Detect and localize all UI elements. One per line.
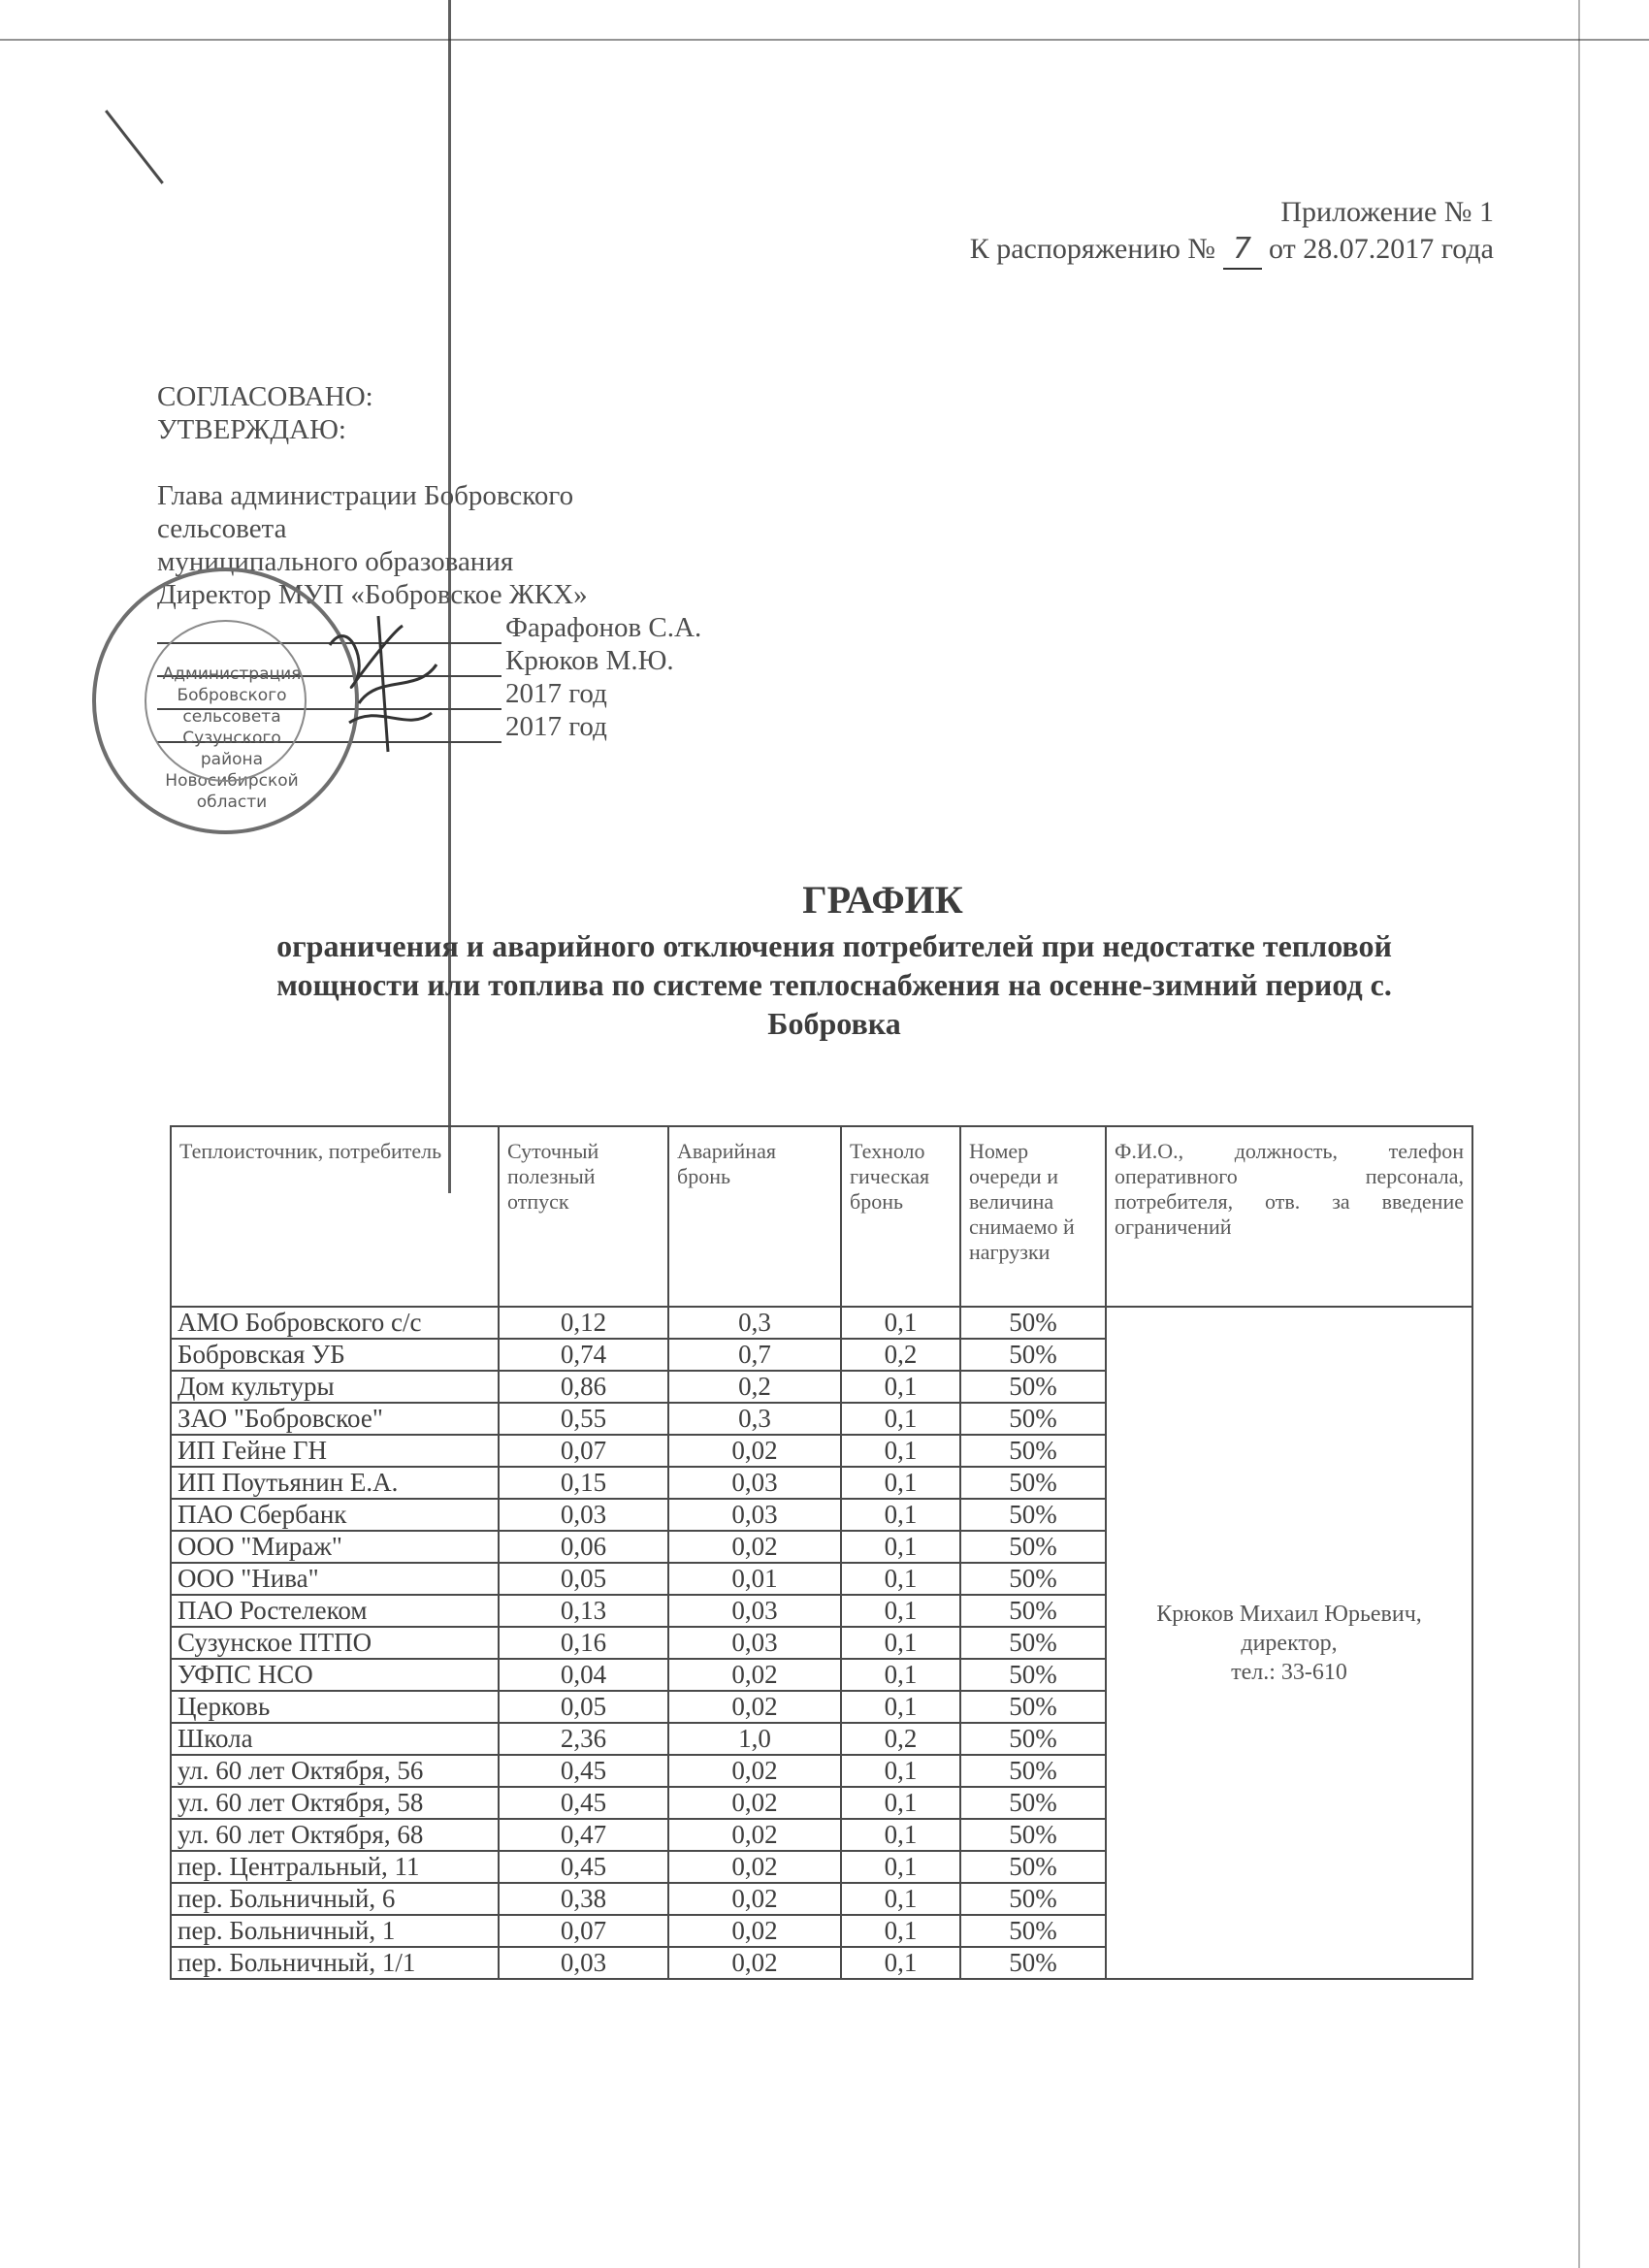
cell-queue: 50% <box>960 1339 1106 1371</box>
cell-daily: 0,07 <box>499 1435 668 1467</box>
cell-emergency: 0,2 <box>668 1371 841 1403</box>
schedule-table <box>170 1125 1473 1980</box>
cell-queue: 50% <box>960 1883 1106 1915</box>
col-header-source: Теплоисточник, потребитель <box>171 1126 499 1307</box>
table-row <box>171 1307 1472 1339</box>
cell-queue: 50% <box>960 1659 1106 1691</box>
cell-tech: 0,2 <box>841 1339 960 1371</box>
signer-name-1: Фарафонов С.А. <box>505 612 702 643</box>
cell-tech: 0,2 <box>841 1723 960 1755</box>
appendix-reference <box>970 194 1494 270</box>
cell-consumer: ПАО Ростелеком <box>171 1595 499 1627</box>
cell-consumer: ЗАО "Бобровское" <box>171 1403 499 1435</box>
cell-consumer: Дом культуры <box>171 1371 499 1403</box>
cell-tech: 0,1 <box>841 1563 960 1595</box>
cell-emergency: 0,03 <box>668 1467 841 1499</box>
cell-contact <box>1106 1307 1472 1979</box>
official-title-1: Глава администрации Бобровского <box>157 480 574 511</box>
cell-emergency: 0,01 <box>668 1563 841 1595</box>
official-title-4: Директор МУП «Бобровское ЖКХ» <box>157 579 588 610</box>
cell-queue: 50% <box>960 1467 1106 1499</box>
cell-queue: 50% <box>960 1819 1106 1851</box>
cell-daily: 0,86 <box>499 1371 668 1403</box>
cell-tech: 0,1 <box>841 1787 960 1819</box>
cell-consumer: Церковь <box>171 1691 499 1723</box>
stamp-line: Бобровского <box>177 686 287 705</box>
title-main: ГРАФИК <box>802 878 963 922</box>
cell-queue: 50% <box>960 1403 1106 1435</box>
cell-emergency: 1,0 <box>668 1723 841 1755</box>
cell-queue: 50% <box>960 1755 1106 1787</box>
cell-daily: 0,16 <box>499 1627 668 1659</box>
stamp-line: Администрация <box>162 664 302 684</box>
cell-daily: 0,03 <box>499 1947 668 1979</box>
cell-emergency: 0,03 <box>668 1595 841 1627</box>
appendix-number: Приложение № 1 <box>1280 196 1494 228</box>
cell-consumer: пер. Больничный, 1 <box>171 1915 499 1947</box>
signer-name-2: Крюков М.Ю. <box>505 645 674 676</box>
cell-emergency: 0,02 <box>668 1851 841 1883</box>
cell-emergency: 0,03 <box>668 1627 841 1659</box>
year-2: 2017 год <box>505 711 607 742</box>
cell-tech: 0,1 <box>841 1691 960 1723</box>
table-body <box>171 1307 1472 1979</box>
cell-emergency: 0,3 <box>668 1307 841 1339</box>
cell-tech: 0,1 <box>841 1371 960 1403</box>
cell-emergency: 0,02 <box>668 1947 841 1979</box>
agreed-label: СОГЛАСОВАНО: <box>157 381 373 412</box>
cell-queue: 50% <box>960 1563 1106 1595</box>
cell-emergency: 0,02 <box>668 1659 841 1691</box>
cell-queue: 50% <box>960 1723 1106 1755</box>
official-title-3: муниципального образования <box>157 546 514 577</box>
cell-daily: 0,15 <box>499 1467 668 1499</box>
cell-consumer: пер. Больничный, 6 <box>171 1883 499 1915</box>
cell-consumer: ул. 60 лет Октября, 68 <box>171 1819 499 1851</box>
contact-name: Крюков Михаил Юрьевич, директор, <box>1156 1601 1422 1656</box>
title-subtitle: ограничения и аварийного отключения потребителей при недостатке тепловой мощности или топлива по системе теплоснабжения на осенне-зимний период с. Бобровка <box>276 928 1392 1041</box>
cell-consumer: Школа <box>171 1723 499 1755</box>
cell-daily: 0,45 <box>499 1755 668 1787</box>
cell-daily: 0,05 <box>499 1563 668 1595</box>
cell-emergency: 0,02 <box>668 1915 841 1947</box>
cell-daily: 0,07 <box>499 1915 668 1947</box>
cell-emergency: 0,02 <box>668 1531 841 1563</box>
cell-queue: 50% <box>960 1595 1106 1627</box>
cell-daily: 0,05 <box>499 1691 668 1723</box>
approve-label: УТВЕРЖДАЮ: <box>157 414 346 445</box>
cell-tech: 0,1 <box>841 1595 960 1627</box>
cell-daily: 0,03 <box>499 1499 668 1531</box>
order-number: 7 <box>1223 231 1262 270</box>
cell-consumer: ИП Гейне ГН <box>171 1435 499 1467</box>
table-header-row <box>171 1126 1472 1307</box>
cell-daily: 0,45 <box>499 1851 668 1883</box>
cell-queue: 50% <box>960 1499 1106 1531</box>
cell-consumer: пер. Центральный, 11 <box>171 1851 499 1883</box>
cell-daily: 0,55 <box>499 1403 668 1435</box>
cell-daily: 0,12 <box>499 1307 668 1339</box>
cell-consumer: ИП Поутьянин Е.А. <box>171 1467 499 1499</box>
cell-tech: 0,1 <box>841 1659 960 1691</box>
order-reference <box>970 231 1494 270</box>
cell-queue: 50% <box>960 1531 1106 1563</box>
cell-tech: 0,1 <box>841 1403 960 1435</box>
cell-tech: 0,1 <box>841 1851 960 1883</box>
cell-tech: 0,1 <box>841 1531 960 1563</box>
cell-consumer: АМО Бобровского с/с <box>171 1307 499 1339</box>
cell-emergency: 0,02 <box>668 1819 841 1851</box>
cell-consumer: ООО "Нива" <box>171 1563 499 1595</box>
cell-queue: 50% <box>960 1851 1106 1883</box>
official-title-2: сельсовета <box>157 513 287 544</box>
cell-daily: 0,13 <box>499 1595 668 1627</box>
cell-queue: 50% <box>960 1371 1106 1403</box>
cell-daily: 0,74 <box>499 1339 668 1371</box>
cell-queue: 50% <box>960 1307 1106 1339</box>
cell-tech: 0,1 <box>841 1435 960 1467</box>
cell-tech: 0,1 <box>841 1915 960 1947</box>
cell-emergency: 0,02 <box>668 1435 841 1467</box>
order-date: от 28.07.2017 года <box>1269 233 1494 265</box>
cell-queue: 50% <box>960 1691 1106 1723</box>
document-title <box>0 878 1649 1043</box>
cell-tech: 0,1 <box>841 1755 960 1787</box>
cell-emergency: 0,3 <box>668 1403 841 1435</box>
cell-tech: 0,1 <box>841 1307 960 1339</box>
cell-consumer: УФПС НСО <box>171 1659 499 1691</box>
cell-emergency: 0,02 <box>668 1691 841 1723</box>
cell-queue: 50% <box>960 1435 1106 1467</box>
cell-queue: 50% <box>960 1787 1106 1819</box>
official-stamp <box>92 567 359 834</box>
cell-queue: 50% <box>960 1947 1106 1979</box>
cell-emergency: 0,7 <box>668 1339 841 1371</box>
cell-daily: 2,36 <box>499 1723 668 1755</box>
stamp-line: Новосибирской <box>165 771 299 791</box>
cell-consumer: пер. Больничный, 1/1 <box>171 1947 499 1979</box>
fold-line-horizontal <box>0 39 1649 41</box>
year-1: 2017 год <box>505 678 607 709</box>
cell-tech: 0,1 <box>841 1819 960 1851</box>
scan-mark <box>105 110 164 184</box>
col-header-contact: Ф.И.О., должность, телефон оперативного персонала, потребителя, отв. за введение ограничений <box>1106 1126 1472 1307</box>
col-header-queue: Номер очереди и величина снимаемо й нагрузки <box>960 1126 1106 1307</box>
cell-daily: 0,47 <box>499 1819 668 1851</box>
cell-tech: 0,1 <box>841 1467 960 1499</box>
cell-consumer: Бобровская УБ <box>171 1339 499 1371</box>
cell-emergency: 0,02 <box>668 1883 841 1915</box>
cell-daily: 0,38 <box>499 1883 668 1915</box>
cell-emergency: 0,03 <box>668 1499 841 1531</box>
cell-daily: 0,06 <box>499 1531 668 1563</box>
order-prefix: К распоряжению № <box>969 233 1215 265</box>
cell-daily: 0,04 <box>499 1659 668 1691</box>
cell-emergency: 0,02 <box>668 1755 841 1787</box>
contact-phone: тел.: 33-610 <box>1231 1659 1347 1685</box>
right-edge-line <box>1578 0 1580 2268</box>
handwritten-signature <box>320 606 446 761</box>
col-header-emergency: Аварийная бронь <box>668 1126 841 1307</box>
col-header-daily: Суточный полезный отпуск <box>499 1126 668 1307</box>
cell-consumer: ул. 60 лет Октября, 56 <box>171 1755 499 1787</box>
cell-daily: 0,45 <box>499 1787 668 1819</box>
stamp-text <box>154 664 309 813</box>
cell-queue: 50% <box>960 1627 1106 1659</box>
cell-tech: 0,1 <box>841 1947 960 1979</box>
cell-consumer: ул. 60 лет Октября, 58 <box>171 1787 499 1819</box>
stamp-line: области <box>196 793 268 812</box>
col-header-tech: Техноло гическая бронь <box>841 1126 960 1307</box>
cell-queue: 50% <box>960 1915 1106 1947</box>
cell-consumer: Сузунское ПТПО <box>171 1627 499 1659</box>
cell-consumer: ПАО Сбербанк <box>171 1499 499 1531</box>
stamp-line: Сузунского района <box>182 729 281 769</box>
cell-emergency: 0,02 <box>668 1787 841 1819</box>
cell-consumer: ООО "Мираж" <box>171 1531 499 1563</box>
stamp-line: сельсовета <box>182 707 281 727</box>
cell-tech: 0,1 <box>841 1883 960 1915</box>
cell-tech: 0,1 <box>841 1627 960 1659</box>
cell-tech: 0,1 <box>841 1499 960 1531</box>
